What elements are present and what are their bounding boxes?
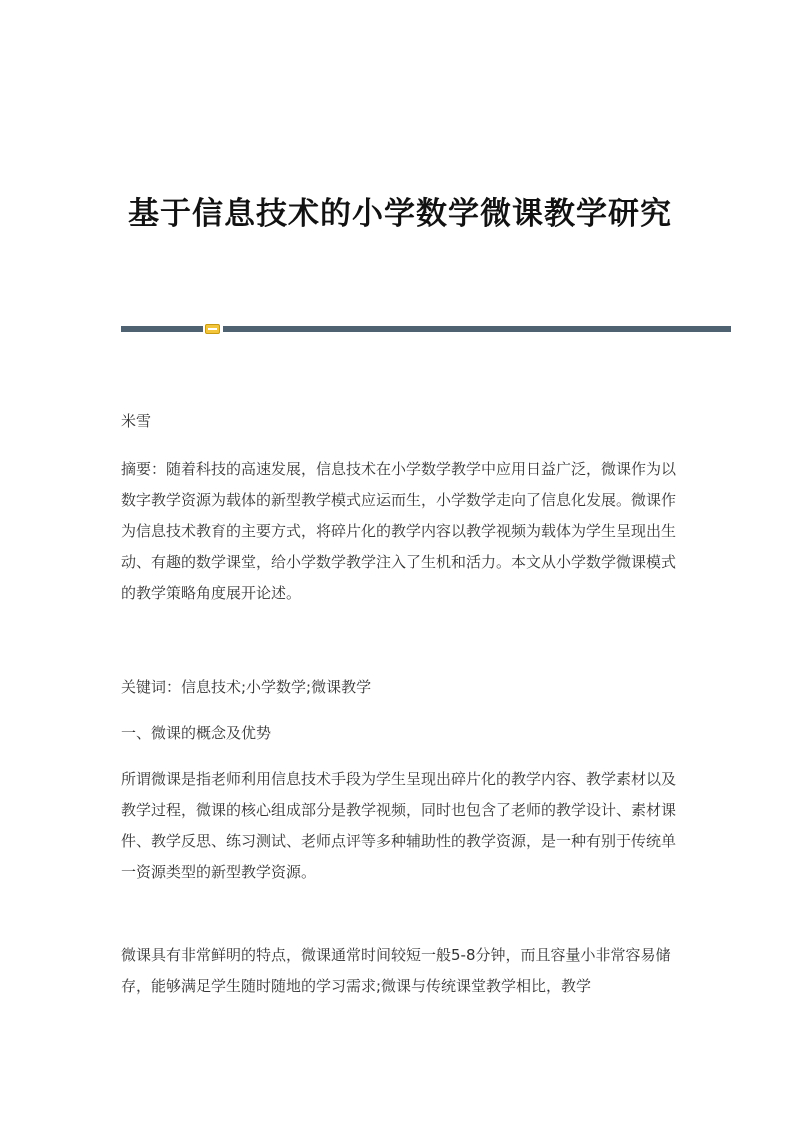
title-divider-left	[121, 326, 203, 332]
body-paragraph-1: 所谓微课是指老师利用信息技术手段为学生呈现出碎片化的教学内容、教学素材以及教学过程，微课的核心组成部分是教学视频，同时也包含了老师的教学设计、素材课件、教学反思、练习测试、老师点评等多种辅助性的教学资源，是一种有别于传统单一资源类型的新型教学资源。	[121, 770, 677, 881]
title-divider-right	[223, 326, 731, 332]
abstract-paragraph: 摘要：随着科技的高速发展，信息技术在小学数学教学中应用日益广泛，微课作为以数字教学资源为载体的新型教学模式应运而生，小学数学走向了信息化发展。微课作为信息技术教育的主要方式，将碎片化的教学内容以教学视频为载体为学生呈现出生动、有趣的数学课堂，给小学数学教学注入了生机和活力。本文从小学数学微课模式的教学策略角度展开论述。	[121, 460, 677, 602]
author-name: 米雪	[121, 412, 152, 430]
document-title: 基于信息技术的小学数学微课教学研究	[128, 196, 672, 232]
body-paragraph-2: 微课具有非常鲜明的特点，微课通常时间较短一般5-8分钟，而且容量小非常容易储存，能够满足学生随时随地的学习需求;微课与传统课堂教学相比，教学	[121, 946, 671, 995]
section-heading: 一、微课的概念及优势	[121, 724, 272, 742]
keywords-line: 关键词：信息技术;小学数学;微课教学	[121, 678, 372, 696]
divider-ornament-icon	[205, 324, 220, 334]
